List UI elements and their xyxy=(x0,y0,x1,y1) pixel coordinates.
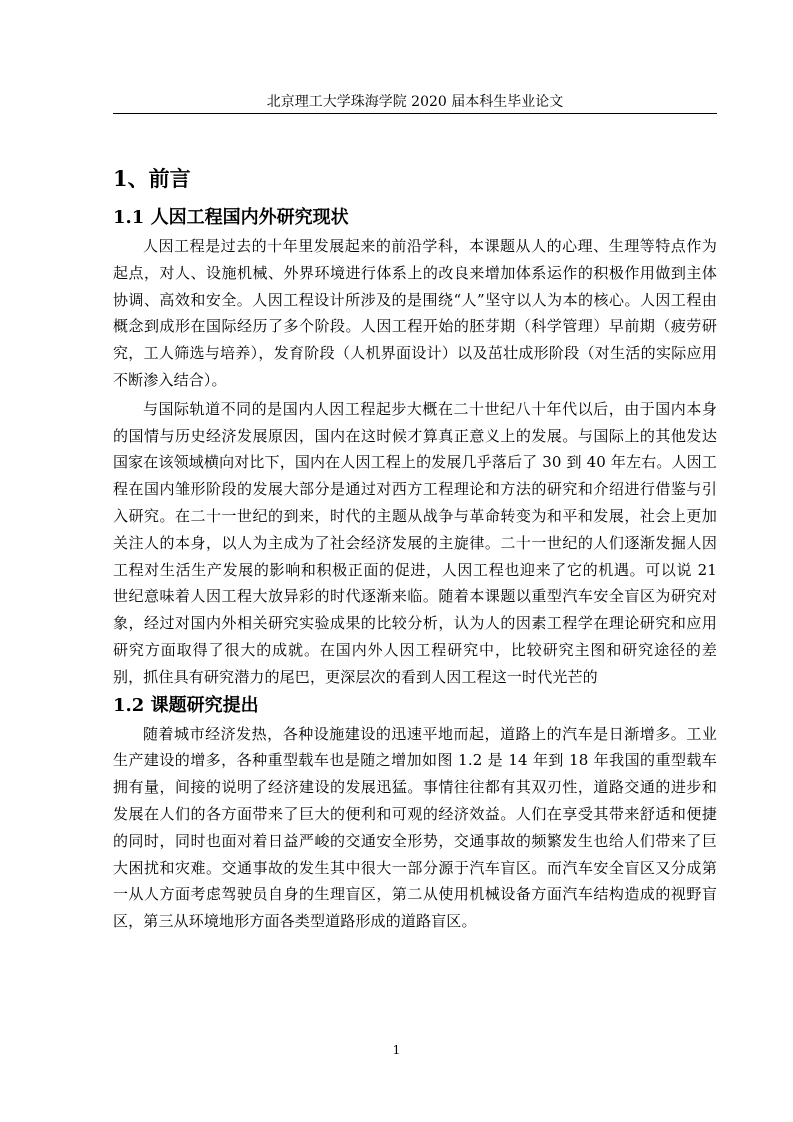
page-number: 1 xyxy=(392,1043,401,1057)
chapter-heading: 1、前言 xyxy=(113,166,191,191)
section-heading-1-2: 1.2 课题研究提出 xyxy=(113,694,259,716)
paragraph: 与国际轨道不同的是国内人因工程起步大概在二十世纪八十年代以后，由于国内本身的国情与历史经济发展原因，国内在这时候才算真正意义上的发展。与国际上的其他发达国家在该领域横向对比下，国内在人因工程上的发展几乎落后了 30 到 40 年左右。人因工程在国内雏形阶段的发展大部分是通过对西方工程理论和方法的研究和介绍进行借鉴与引入研究。在二十一世纪的到来，时代的主题从战争与革命转变为和平和发展，社会上更加关注人的本身，以人为主成为了社会经济发展的主旋律。二十一世纪的人们逐渐发掘人因工程对生活生产发展的影响和积极正面的促进，人因工程也迎来了它的机遇。可以说 21 世纪意味着人因工程大放异彩的时代逐渐来临。随着本课题以重型汽车安全盲区为研究对象，经过对国内外相关研究实验成果的比较分析，认为人的因素工程学在理论研究和应用研究方面取得了很大的成就。在国内外人因工程研究中，比较研究主图和研究途径的差别，抓住具有研究潜力的尾巴，更深层次的看到人因工程这一时代光芒的 xyxy=(113,399,717,686)
running-header: 北京理工大学珠海学院 2020 届本科生毕业论文 xyxy=(266,94,564,110)
section-heading-1-1: 1.1 人因工程国内外研究现状 xyxy=(113,207,349,228)
page-body xyxy=(113,165,717,937)
paragraph: 随着城市经济发热，各种设施建设的迅速平地而起，道路上的汽车是日渐增多。工业生产建设的增多，各种重型载车也是随之增加如图 1.2 是 14 年到 18 年我国的重型载车拥有量，间接的说明了经济建设的发展迅猛。事情往往都有其双刃性，道路交通的进步和发展在人们的各方面带来了巨大的便利和可观的经济效益。人们在享受其带来舒适和便捷的同时，同时也面对着日益严峻的交通安全形势，交通事故的频繁发生也给人们带来了巨大困扰和灾难。交通事故的发生其中很大一部分源于汽车盲区。而汽车安全盲区又分成第一从人方面考虑驾驶员自身的生理盲区，第二从使用机械设备方面汽车结构造成的视野盲区，第三从环境地形方面各类型道路形成的道路盲区。 xyxy=(113,724,717,931)
header-rule xyxy=(113,113,717,114)
paragraph: 人因工程是过去的十年里发展起来的前沿学科，本课题从人的心理、生理等特点作为起点，对人、设施机械、外界环境进行体系上的改良来增加体系运作的积极作用做到主体协调、高效和安全。人因工程设计所涉及的是围绕“人”坚守以人为本的核心。人因工程由概念到成形在国际经历了多个阶段。人因工程开始的胚芽期（科学管理）早前期（疲劳研究，工人筛选与培养），发育阶段（人机界面设计）以及茁壮成形阶段（对生活的实际应用不断渗入结合）。 xyxy=(113,237,717,389)
